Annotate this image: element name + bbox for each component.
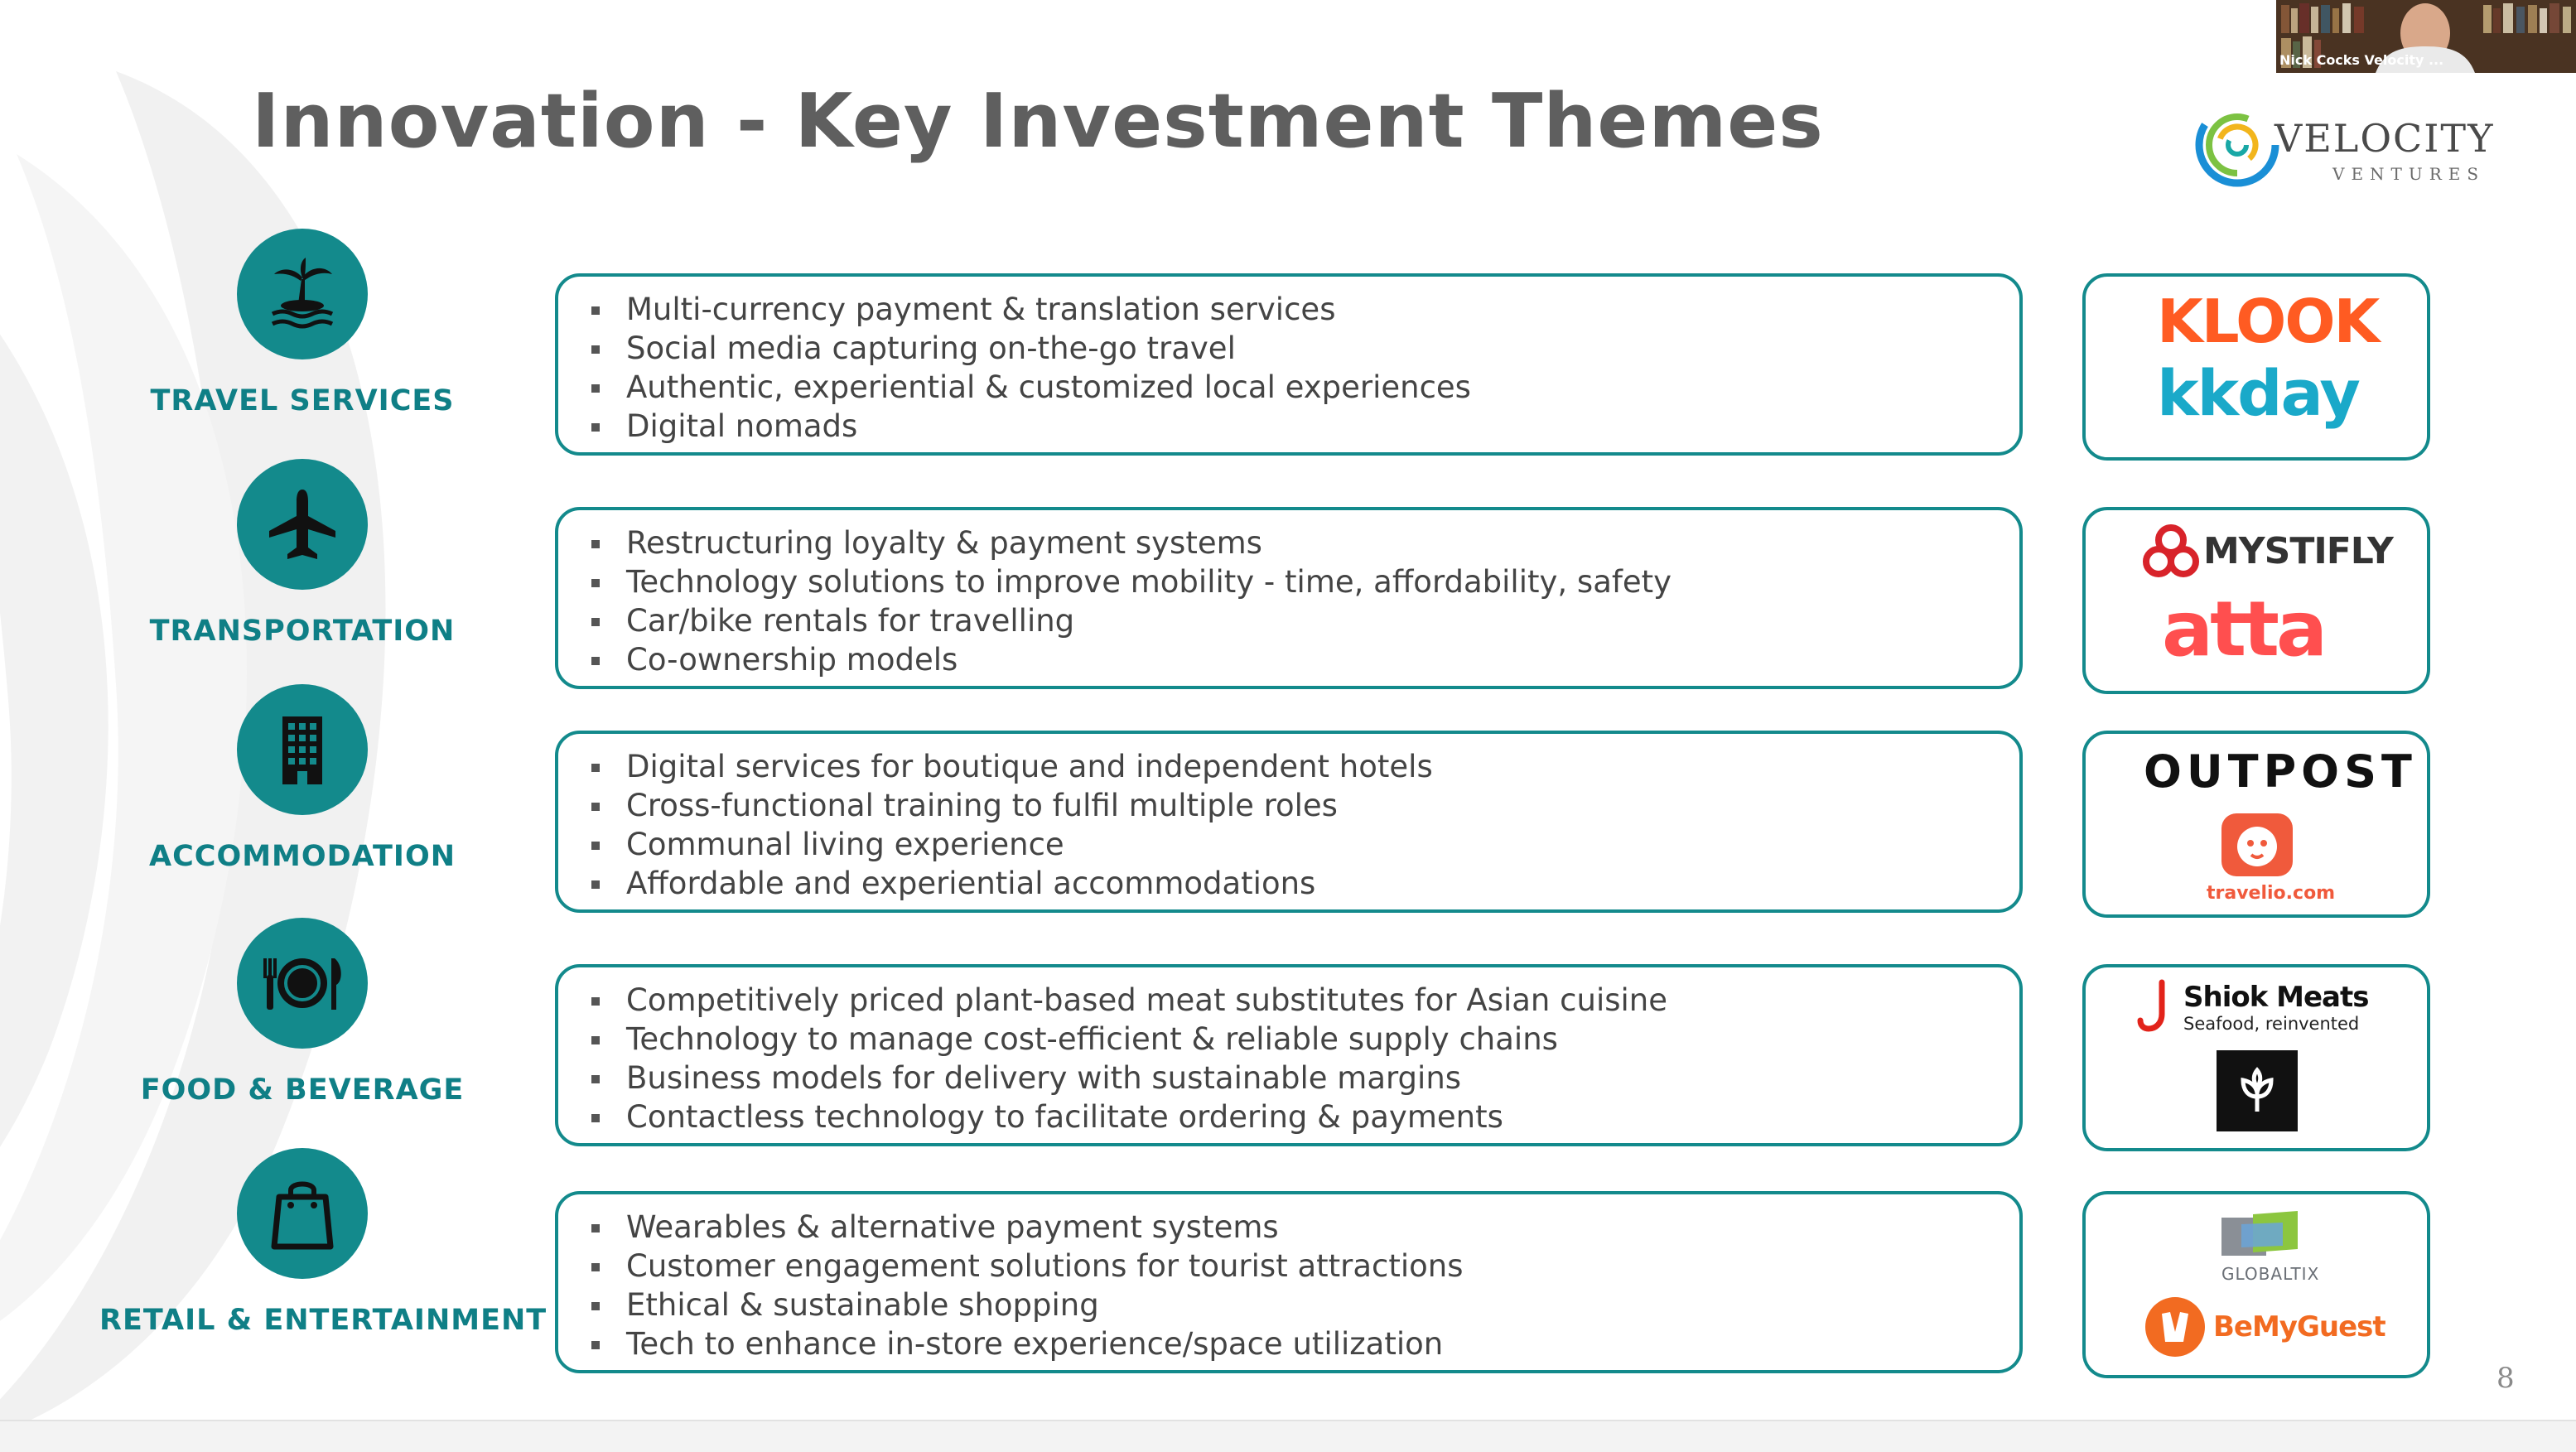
bullet-item: Wearables & alternative payment systems	[591, 1208, 2019, 1247]
travelio-logo: travelio.com	[2207, 883, 2336, 904]
hotel-building-icon	[261, 708, 344, 791]
shiok-meats-logo: Shiok Meats	[2183, 981, 2369, 1014]
bullet-item: Contactless technology to facilitate ordering & payments	[591, 1097, 2019, 1136]
slide	[0, 38, 2536, 1420]
bullet-item: Competitively priced plant-based meat substitutes for Asian cuisine	[591, 981, 2019, 1020]
bullets-box-food-beverage	[555, 964, 2023, 1146]
bullet-item: Cross-functional training to fulfil multiple roles	[591, 786, 2019, 825]
airplane-icon	[261, 483, 344, 566]
logo-box-retail-entertainment	[2082, 1191, 2430, 1378]
bemyguest-mark-icon	[2144, 1295, 2207, 1358]
category-travel-services	[99, 229, 505, 417]
bullet-item: Affordable and experiential accommodations	[591, 864, 2019, 903]
category-circle	[237, 918, 368, 1049]
bullet-item: Digital services for boutique and independent hotels	[591, 747, 2019, 786]
category-circle	[237, 1148, 368, 1279]
bullet-item: Car/bike rentals for travelling	[591, 601, 2019, 640]
logo-box-travel-services	[2082, 273, 2430, 461]
mystifly-mark-icon	[2142, 523, 2200, 581]
logo-box-food-beverage	[2082, 964, 2430, 1151]
category-label: FOOD & BEVERAGE	[140, 1073, 465, 1107]
bullet-item: Co-ownership models	[591, 640, 2019, 679]
mystifly-logo: MYSTIFLY	[2203, 530, 2393, 572]
page-number: 8	[2496, 1362, 2515, 1395]
window-top-bar	[0, 0, 2576, 40]
globaltix-logo: GLOBALTIX	[2221, 1264, 2320, 1284]
klook-logo: KLOOK	[2157, 287, 2379, 356]
bullet-item: Social media capturing on-the-go travel	[591, 329, 2019, 368]
participant-name-label: Nick Cocks Velocity ...	[2279, 52, 2444, 68]
leaf-icon	[2217, 1050, 2298, 1131]
category-retail-entertainment	[99, 1148, 548, 1337]
kkday-logo: kkday	[2157, 356, 2359, 430]
category-transportation	[99, 459, 505, 648]
category-circle	[237, 684, 368, 815]
bullet-item: Communal living experience	[591, 825, 2019, 864]
brand-subtitle: VENTURES	[2332, 164, 2486, 184]
shopping-bag-icon	[261, 1172, 344, 1255]
category-food-beverage	[99, 918, 505, 1107]
window-bottom-bar	[0, 1420, 2576, 1452]
bullet-item: Technology solutions to improve mobility - time, affordability, safety	[591, 562, 2019, 601]
bullets-box-travel-services	[555, 273, 2023, 456]
bullet-item: Ethical & sustainable shopping	[591, 1286, 2019, 1324]
palm-island-icon	[261, 253, 344, 335]
outpost-logo: OUTPOST	[2144, 745, 2417, 798]
logo-box-accommodation	[2082, 731, 2430, 918]
atta-logo: atta	[2162, 585, 2325, 673]
participant-video-thumbnail[interactable]	[2276, 0, 2576, 73]
bullet-item: Technology to manage cost-efficient & reliable supply chains	[591, 1020, 2019, 1059]
logo-box-transportation	[2082, 507, 2430, 694]
slide-title: Innovation - Key Investment Themes	[252, 78, 1824, 165]
category-label: TRANSPORTATION	[149, 615, 456, 648]
bullet-item: Digital nomads	[591, 407, 2019, 446]
bullet-item: Customer engagement solutions for tourist attractions	[591, 1247, 2019, 1286]
category-circle	[237, 459, 368, 590]
bullets-box-transportation	[555, 507, 2023, 689]
shiok-meats-tagline: Seafood, reinvented	[2183, 1014, 2360, 1034]
bullet-item: Tech to enhance in-store experience/space utilization	[591, 1324, 2019, 1363]
category-label: RETAIL & ENTERTAINMENT	[99, 1304, 548, 1337]
plate-cutlery-icon	[257, 942, 348, 1025]
plant-brand-logo	[2217, 1050, 2298, 1131]
travelio-lion-icon	[2218, 810, 2296, 880]
category-label: TRAVEL SERVICES	[150, 384, 455, 417]
category-label: ACCOMMODATION	[149, 840, 456, 873]
category-circle	[237, 229, 368, 359]
brand-name: VELOCITY	[2275, 116, 2495, 161]
velocity-swirl-icon	[2192, 99, 2283, 191]
bullets-box-retail-entertainment	[555, 1191, 2023, 1373]
bullet-item: Multi-currency payment & translation services	[591, 290, 2019, 329]
globaltix-ticket-icon	[2217, 1209, 2303, 1261]
bullet-item: Authentic, experiential & customized local experiences	[591, 368, 2019, 407]
bemyguest-logo: BeMyGuest	[2213, 1310, 2385, 1343]
shiok-hook-icon	[2137, 979, 2177, 1034]
velocity-ventures-logo	[2192, 68, 2495, 200]
bullet-item: Business models for delivery with sustainable margins	[591, 1059, 2019, 1097]
bullet-item: Restructuring loyalty & payment systems	[591, 523, 2019, 562]
category-accommodation	[99, 684, 505, 873]
bullets-box-accommodation	[555, 731, 2023, 913]
